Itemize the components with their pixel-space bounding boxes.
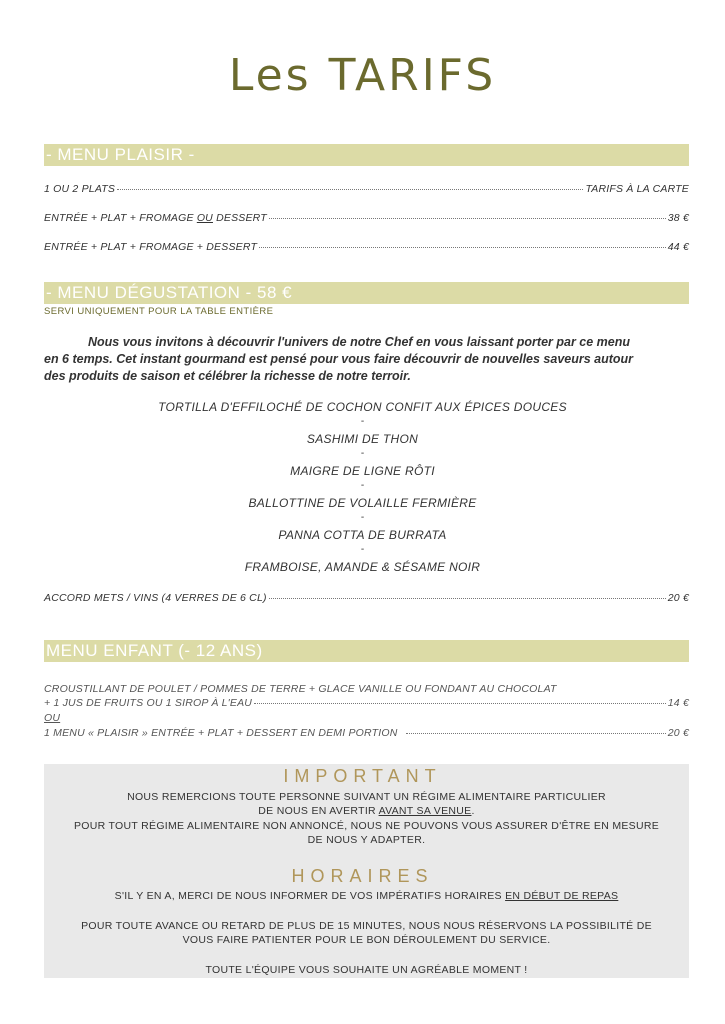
course-separator: - (360, 448, 365, 459)
important-title: IMPORTANT (283, 766, 442, 786)
enfant-row-2 (44, 727, 689, 739)
horaires-line-2: POUR TOUTE AVANCE OU RETARD DE PLUS DE 15 MINUTES, NOUS NOUS RÉSERVONS LA POSSIBILITÉ DE (81, 920, 652, 932)
course-6: FRAMBOISE, AMANDE & SÉSAME NOIR (244, 560, 481, 574)
row-label (44, 212, 267, 224)
horaires-title: HORAIRES (291, 866, 434, 886)
horaires-line-1 (44, 889, 689, 903)
row-price: 38 € (667, 212, 689, 224)
row-label-ou: OU (196, 212, 213, 224)
enfant-row-1 (44, 697, 689, 709)
important-line-3: POUR TOUT RÉGIME ALIMENTAIRE NON ANNONCÉ, NOUS NE POUVONS VOUS ASSURER D'ÊTRE EN MESURE (73, 820, 660, 832)
row-price: 14 € (667, 697, 689, 709)
row-price: 44 € (667, 241, 689, 253)
course-4: BALLOTTINE DE VOLAILLE FERMIÈRE (248, 496, 477, 510)
course-separator: - (360, 544, 365, 555)
row-label: ACCORD METS / VINS (4 VERRES DE 6 CL) (44, 592, 267, 604)
course-separator: - (360, 512, 365, 523)
text-part: . (471, 805, 475, 817)
enfant-ou: OU (44, 712, 61, 724)
plaisir-row-1 (44, 183, 689, 195)
row-label: + 1 JUS DE FRUITS OU 1 SIROP À L'EAU (44, 697, 253, 709)
text-part: S'IL Y EN A, MERCI DE NOUS INFORMER DE VOS IMPÉRATIFS HORAIRES (114, 890, 506, 902)
dot-leader (269, 218, 666, 219)
row-label-part: DESSERT (212, 212, 267, 224)
text-part: DE NOUS EN AVERTIR (258, 805, 379, 817)
text-emphasis: AVANT SA VENUE (378, 805, 472, 817)
menu-degustation-heading: - MENU DÉGUSTATION - 58 € (44, 282, 689, 304)
page-title: Les TARIFS (228, 50, 497, 101)
degustation-subheading: SERVI UNIQUEMENT POUR LA TABLE ENTIÈRE (44, 306, 274, 317)
important-line-2 (44, 804, 689, 818)
degustation-intro: Nous vous invitons à découvrir l'univers de notre Chef en vous laissant porter par ce menu en 6 temps. Cet instant gourmand est pensé pour vous faire découvrir de nouvelles saveurs autour des produits de saison et célébrer la richesse de notre terroir. (44, 335, 634, 383)
course-5: PANNA COTTA DE BURRATA (278, 528, 447, 542)
dot-leader (269, 598, 666, 599)
dot-leader (259, 247, 666, 248)
dot-leader (406, 733, 666, 734)
row-price: 20 € (667, 727, 689, 739)
text-emphasis: EN DÉBUT DE REPAS (505, 890, 619, 902)
row-label-part: ENTRÉE + PLAT + FROMAGE (44, 212, 197, 224)
course-3: MAIGRE DE LIGNE RÔTI (290, 464, 435, 478)
horaires-line-3: VOUS FAIRE PATIENTER POUR LE BON DÉROULEMENT DU SERVICE. (182, 934, 551, 946)
row-label: 1 OU 2 PLATS (44, 183, 116, 195)
dot-leader (117, 189, 583, 190)
plaisir-row-3 (44, 241, 689, 253)
course-separator: - (360, 416, 365, 427)
enfant-line-1: CROUSTILLANT DE POULET / POMMES DE TERRE + GLACE VANILLE OU FONDANT AU CHOCOLAT (44, 683, 557, 695)
row-price: 20 € (667, 592, 689, 604)
accord-row (44, 592, 689, 604)
row-label: ENTRÉE + PLAT + FROMAGE + DESSERT (44, 241, 258, 253)
plaisir-row-2 (44, 212, 689, 224)
course-2: SASHIMI DE THON (306, 432, 419, 446)
important-line-1: NOUS REMERCIONS TOUTE PERSONNE SUIVANT UN RÉGIME ALIMENTAIRE PARTICULIER (127, 791, 606, 803)
menu-plaisir-heading: - MENU PLAISIR - (44, 144, 689, 166)
row-price: TARIFS À LA CARTE (585, 183, 689, 195)
course-1: TORTILLA D'EFFILOCHÉ DE COCHON CONFIT AUX ÉPICES DOUCES (158, 400, 567, 414)
row-label: 1 MENU « PLAISIR » ENTRÉE + PLAT + DESSERT EN DEMI PORTION (44, 727, 398, 739)
horaires-line-4: TOUTE L'ÉQUIPE VOUS SOUHAITE UN AGRÉABLE MOMENT ! (205, 964, 528, 976)
course-separator: - (360, 480, 365, 491)
menu-enfant-heading: MENU ENFANT (- 12 ANS) (44, 640, 689, 662)
dot-leader (254, 703, 666, 704)
important-line-4: DE NOUS Y ADAPTER. (307, 834, 426, 846)
